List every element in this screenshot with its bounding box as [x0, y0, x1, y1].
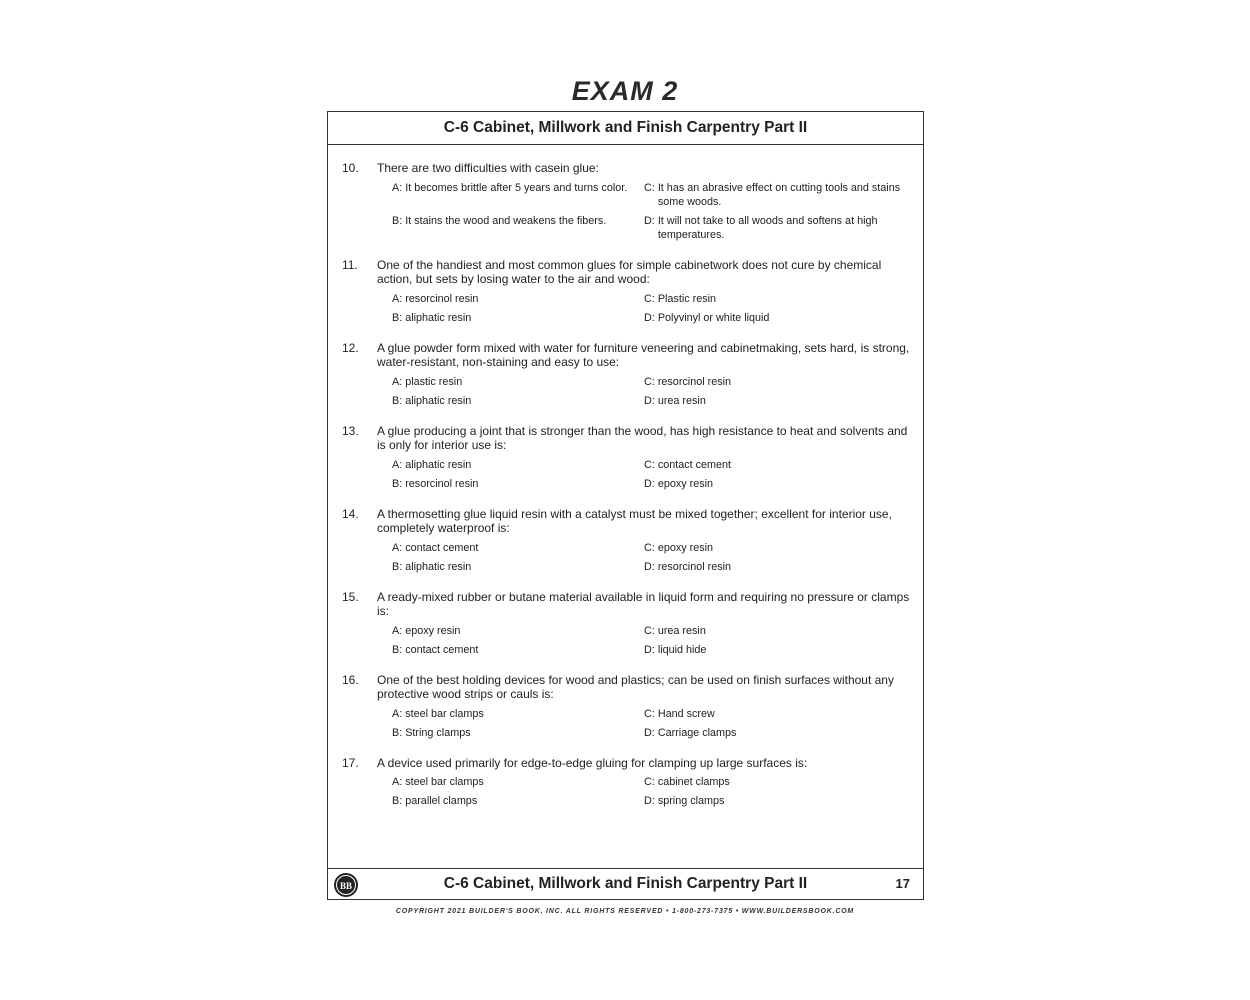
question-text: There are two difficulties with casein glue:: [377, 161, 599, 175]
answer-letter: B:: [392, 477, 403, 490]
answer-text: epoxy resin: [657, 541, 714, 554]
question-item: [342, 341, 911, 408]
answer-option-d[interactable]: [644, 726, 904, 740]
answer-letter: D:: [644, 560, 655, 573]
answer-text: It will not take to all woods and softens at high temperatures.: [657, 214, 878, 241]
answer-text: parallel clamps: [405, 795, 478, 807]
answer-letter: B:: [392, 726, 403, 739]
answer-options: [392, 707, 911, 740]
question-stem: [342, 756, 911, 771]
question-number: 11.: [342, 257, 358, 272]
question-stem: [342, 507, 911, 536]
copyright-notice: COPYRIGHT 2021 BUILDER'S BOOK, INC. ALL RIGHTS RESERVED • 1-800-273-7375 • WWW.BUILDERSBOOK.COM: [395, 908, 855, 915]
question-number: 17.: [342, 755, 359, 770]
question-number: 14.: [342, 506, 359, 521]
answer-text: aliphatic resin: [405, 458, 472, 471]
answer-option-a[interactable]: [392, 292, 644, 306]
answer-text: cabinet clamps: [657, 776, 730, 788]
question-number: 16.: [342, 672, 359, 687]
answer-text: resorcinol resin: [657, 375, 732, 388]
answer-text: liquid hide: [657, 643, 707, 656]
question-number: 15.: [342, 589, 359, 604]
answer-letter: D:: [644, 643, 655, 656]
answer-option-d[interactable]: [644, 477, 904, 491]
answer-letter: C:: [644, 458, 655, 471]
answer-options: [392, 541, 911, 574]
answer-options: [392, 181, 911, 242]
answer-option-c[interactable]: [644, 707, 904, 721]
answer-letter: D:: [644, 477, 655, 490]
question-stem: [342, 258, 911, 287]
answer-text: contact cement: [657, 458, 732, 471]
answer-letter: C:: [644, 181, 655, 194]
answer-letter: A:: [392, 707, 403, 720]
answer-letter: A:: [392, 624, 403, 637]
answer-text: contact cement: [405, 541, 479, 554]
question-stem: [342, 161, 911, 176]
answer-option-d[interactable]: [644, 794, 904, 808]
question-item: [342, 161, 911, 242]
answer-text: resorcinol resin: [405, 477, 479, 490]
answer-text: Carriage clamps: [657, 726, 737, 739]
question-stem: [342, 341, 911, 370]
question-stem: [342, 673, 911, 702]
question-item: [342, 590, 911, 657]
answer-option-b[interactable]: [392, 394, 644, 408]
answer-option-a[interactable]: [392, 707, 644, 721]
answer-letter: A:: [392, 181, 403, 194]
answer-option-c[interactable]: [644, 458, 904, 472]
page-number: 17: [895, 876, 910, 891]
answer-option-a[interactable]: [392, 181, 644, 209]
answer-option-b[interactable]: [392, 477, 644, 491]
answer-text: Polyvinyl or white liquid: [657, 311, 770, 324]
answer-letter: C:: [644, 541, 655, 554]
answer-option-a[interactable]: [392, 375, 644, 389]
answer-text: urea resin: [657, 624, 706, 637]
answer-option-c[interactable]: [644, 292, 904, 306]
question-item: [342, 673, 911, 740]
answer-text: epoxy resin: [657, 477, 714, 490]
answer-option-d[interactable]: [644, 394, 904, 408]
answer-letter: B:: [392, 311, 403, 324]
answer-letter: A:: [392, 458, 403, 471]
question-number: 13.: [342, 423, 359, 438]
answer-text: aliphatic resin: [405, 560, 472, 573]
answer-letter: C:: [644, 292, 655, 305]
answer-option-b[interactable]: [392, 214, 644, 242]
page-header-title: C-6 Cabinet, Millwork and Finish Carpentry Part II: [328, 112, 923, 145]
answer-letter: C:: [644, 624, 655, 637]
answer-text: spring clamps: [657, 795, 725, 807]
logo-text: BB: [339, 881, 353, 891]
answer-option-a[interactable]: [392, 541, 644, 555]
exam-title: EXAM 2: [571, 76, 679, 106]
answer-option-c[interactable]: [644, 375, 904, 389]
answer-letter: B:: [392, 560, 403, 573]
answer-options: [392, 292, 911, 325]
answer-option-b[interactable]: [392, 726, 644, 740]
answer-option-a[interactable]: [392, 458, 644, 472]
exam-page: [327, 111, 924, 900]
question-item: [342, 258, 911, 325]
question-text: One of the best holding devices for wood and plastics; can be used on finish surfaces without any protective wood strips or cauls is:: [377, 672, 894, 701]
question-item: [342, 424, 911, 491]
answer-text: aliphatic resin: [405, 394, 472, 407]
answer-option-a[interactable]: [392, 775, 644, 789]
answer-text: Hand screw: [657, 707, 715, 720]
question-text: A thermosetting glue liquid resin with a catalyst must be mixed together; excellent for interior use, completely waterproof is:: [377, 506, 892, 535]
question-stem: [342, 590, 911, 619]
page-footer-title: C-6 Cabinet, Millwork and Finish Carpentry Part II: [443, 875, 808, 892]
question-text: A device used primarily for edge-to-edge gluing for clamping up large surfaces is:: [377, 755, 808, 770]
answer-letter: D:: [644, 394, 655, 407]
answer-letter: C:: [644, 707, 655, 720]
answer-option-b[interactable]: [392, 311, 644, 325]
answer-text: urea resin: [657, 394, 706, 407]
answer-option-c[interactable]: [644, 624, 904, 638]
answer-option-c[interactable]: [644, 541, 904, 555]
answer-text: Plastic resin: [657, 292, 717, 305]
answer-options: [392, 775, 911, 808]
answer-option-b[interactable]: [392, 794, 644, 808]
answer-text: It becomes brittle after 5 years and turns color.: [405, 181, 628, 194]
question-number: 10.: [342, 161, 359, 175]
answer-letter: A:: [392, 292, 403, 305]
answer-option-a[interactable]: [392, 624, 644, 638]
question-text: A glue producing a joint that is stronger than the wood, has high resistance to heat and solvents and is only for interior use is:: [377, 423, 908, 452]
answer-text: resorcinol resin: [657, 560, 732, 573]
answer-text: contact cement: [405, 643, 479, 656]
answer-text: It stains the wood and weakens the fibers.: [405, 214, 607, 227]
answer-text: steel bar clamps: [405, 776, 484, 788]
answer-letter: B:: [392, 643, 403, 656]
answer-letter: D:: [644, 726, 655, 739]
answer-text: String clamps: [405, 726, 471, 739]
answer-options: [392, 624, 911, 657]
answer-text: epoxy resin: [405, 624, 461, 637]
question-list: [342, 161, 911, 824]
answer-option-b[interactable]: [392, 560, 644, 574]
answer-option-b[interactable]: [392, 643, 644, 657]
answer-letter: D:: [644, 795, 655, 807]
answer-option-d[interactable]: [644, 214, 904, 242]
question-text: One of the handiest and most common glues for simple cabinetwork does not cure by chemical action, but sets by losing water to the air and wood:: [377, 257, 882, 286]
answer-text: resorcinol resin: [405, 292, 479, 305]
answer-text: It has an abrasive effect on cutting tools and stains some woods.: [657, 181, 901, 208]
answer-letter: A:: [392, 541, 403, 554]
question-item: [342, 507, 911, 574]
answer-letter: D:: [644, 311, 655, 324]
answer-text: aliphatic resin: [405, 311, 472, 324]
answer-letter: D:: [644, 214, 655, 227]
answer-option-c[interactable]: [644, 181, 904, 209]
answer-letter: B:: [392, 795, 403, 807]
answer-option-d[interactable]: [644, 560, 904, 574]
answer-options: [392, 375, 911, 408]
question-stem: [342, 424, 911, 453]
question-number: 12.: [342, 340, 359, 355]
answer-letter: A:: [392, 375, 403, 388]
answer-options: [392, 458, 911, 491]
answer-text: steel bar clamps: [405, 707, 484, 720]
answer-option-d[interactable]: [644, 643, 904, 657]
question-text: A ready-mixed rubber or butane material available in liquid form and requiring no pressure or clamps is:: [377, 589, 910, 618]
answer-option-d[interactable]: [644, 311, 904, 325]
answer-letter: B:: [392, 394, 403, 407]
answer-text: plastic resin: [405, 375, 463, 388]
question-text: A glue powder form mixed with water for furniture veneering and cabinetmaking, sets hard, is strong, water-resistant, non-staining and easy to use:: [377, 340, 910, 369]
answer-letter: B:: [392, 214, 403, 227]
question-item: [342, 756, 911, 809]
answer-letter: C:: [644, 375, 655, 388]
answer-option-c[interactable]: [644, 775, 904, 789]
answer-letter: A:: [392, 776, 403, 788]
page-footer: [328, 868, 923, 899]
answer-letter: C:: [644, 776, 655, 788]
